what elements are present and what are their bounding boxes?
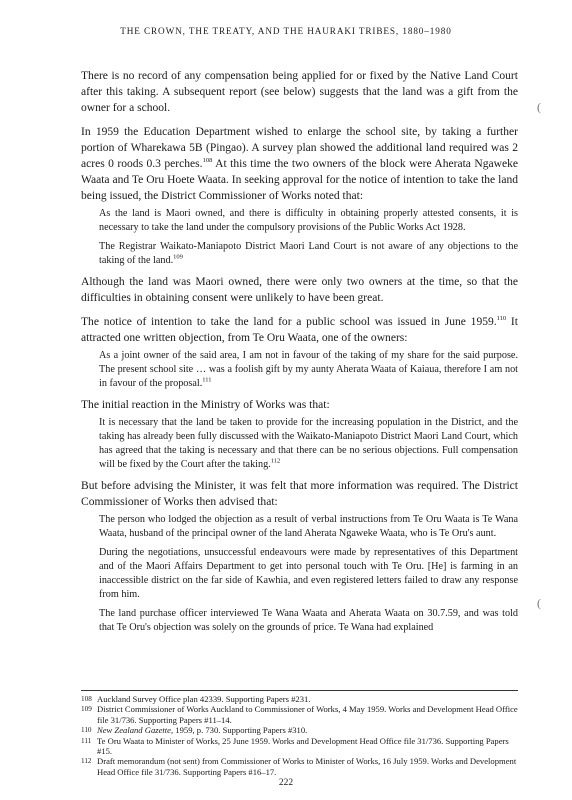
footnote: 111 Te Oru Waata to Minister of Works, 25 June 1959. Works and Development Head Office file 31/736. Supporting Papers #15. [81, 735, 509, 757]
footnote: 109 District Commissioner of Works Auckland to Commissioner of Works, 4 May 1959. Works and Development Head Office file 31/736. Supporting Papers #11–14. [81, 704, 518, 725]
margin-mark: ( [537, 596, 541, 610]
footnote-ref[interactable]: 112 [270, 457, 281, 465]
footnotes [81, 690, 518, 777]
margin-mark: ( [537, 100, 541, 114]
footnote-ref[interactable]: 110 [496, 315, 507, 323]
block-quote: The person who lodged the objection as a result of verbal instructions from Te Oru Waata is Te Wana Waata, husband of the principal owner of the land Aherata Ngaweke Waata, who is Te Oru's aunt. During the negotiations, unsuccessful endeavours were made by representatives of this Department and of the Maori Affairs Department to get into personal touch with Te Oru. [He] is farming in an inaccessible district on the far side of Kawhia, and even registered letters failed to draw any response from him. The land purchase officer interviewed Te Wana Waata and Aherata Waata on 30.7.59, and was told that Te Oru's objection was solely on the grounds of price. Te Wana had explained [99, 514, 518, 633]
page-number: 222 [278, 778, 294, 788]
paragraph: The notice of intention to take the land for a public school was issued in June 1959.$^{110}$ It attracted one written objection, from Te Oru Waata, one of the owners: [81, 315, 518, 344]
paragraph: But before advising the Minister, it was felt that more information was required. The District Commissioner of Works then advised that: [81, 480, 518, 508]
footnote: 112 Draft memorandum (not sent) from Commissioner of Works to Minister of Works, 16 July 1959. Works and Development Head Office file 31/736. Supporting Papers #16–17. [81, 756, 517, 777]
footnote-ref[interactable]: 109 [173, 253, 183, 261]
running-head: THE CROWN, THE TREATY, AND THE HAURAKI TRIBES, 1880–1980 [120, 26, 452, 36]
paragraph: The initial reaction in the Ministry of Works was that: [81, 399, 330, 411]
body-text [81, 68, 518, 641]
block-quote: It is necessary that the land be taken to provide for the increasing population in the District, and the taking has already been fully discussed with the Waikato-Maniapoto District Maori Land Court, which has agreed that the taking is necessary and that there can be no serious objections. Full compensation will be fixed by the Court after the taking.$^{112}$ [99, 417, 518, 470]
footnote-ref[interactable]: 108 [202, 157, 213, 165]
footnote: 110 New Zealand Gazette, 1959, p. 730. Supporting Papers #310. [81, 725, 308, 736]
paragraph: There is no record of any compensation being applied for or fixed by the Native Land Court after this taking. A subsequent report (see below) suggests that the land was a gift from the owner for a school. [81, 70, 518, 114]
block-quote: As the land is Maori owned, and there is difficulty in obtaining properly attested consents, it is necessary to take the land under the compulsory provisions of the Public Works Act 1928. The Registrar Waikato-Maniapoto District Maori Land Court is not aware of any objections to the taking of the land.$^{109}$ [99, 208, 518, 266]
footnote-ref[interactable]: 111 [202, 376, 212, 384]
footnote: 108 Auckland Survey Office plan 42339. Supporting Papers #231. [81, 694, 311, 704]
paragraph: In 1959 the Education Department wished to enlarge the school site, by taking a further portion of Wharekawa 5B (Pingao). A survey plan showed the additional land required was 2 acres 0 roods 0.3 perches.$^{108}$ At this time the two owners of the block were Aherata Ngaweke Waata and Te Oru Hoete Waata. In seeking approval for the notice of intention to take the land being issued, the District Commissioner of Works noted that: [81, 126, 518, 202]
block-quote: As a joint owner of the said area, I am not in favour of the taking of my share for the said purpose. The present school site … was a foolish gift by my aunty Aherata Waata of Kaiaua, therefore I am not in favour of the proposal.$^{111}$ [99, 350, 518, 389]
paragraph: Although the land was Maori owned, there were only two owners at the time, so that the difficulties in obtaining consent were unlikely to have been great. [81, 276, 518, 304]
